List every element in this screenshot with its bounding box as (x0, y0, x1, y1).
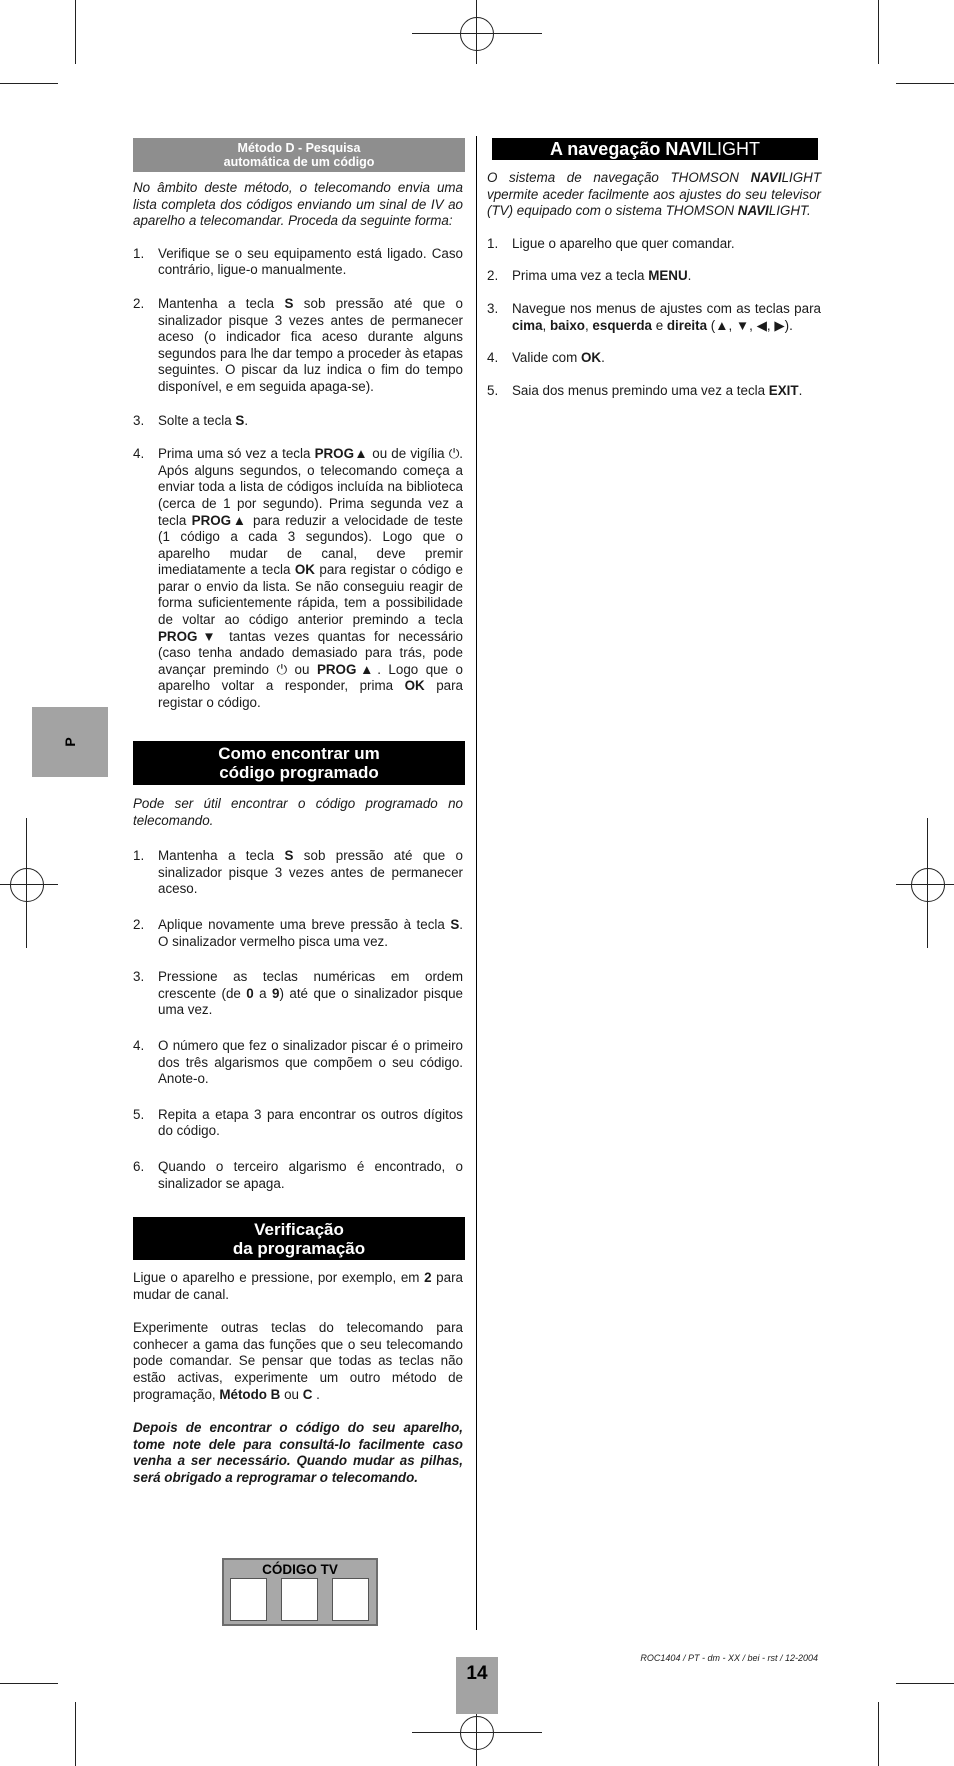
navilight-heading: A navegação NAVILIGHT (492, 138, 818, 160)
list-item: 3. Navegue nos menus de ajustes com as teclas para cima, baixo, esquerda e direita (▲, ▼, ◀, ▶). (487, 300, 821, 333)
list-item: 4. O número que fez o sinalizador piscar é o primeiro dos três algarismos que compõem o seu código. Anote-o. (133, 1037, 463, 1087)
find-code-heading (133, 741, 465, 785)
find-code-intro: Pode ser útil encontrar o código programado no telecomando. (133, 796, 463, 828)
list-item: 5. Repita a etapa 3 para encontrar os outros dígitos do código. (133, 1106, 463, 1139)
verify-warning: Depois de encontrar o código do seu aparelho, tome note dele para consultá-lo facilmente caso venha a ser necessário. Quando mudar as pilhas, será obrigado a reprogramar o telecomando. (133, 1420, 463, 1485)
method-d-heading (133, 138, 465, 172)
method-d-body (133, 180, 463, 712)
list-item: 5. Saia dos menus premindo uma vez a tecla EXIT. (487, 382, 803, 398)
heading-line: automática de um código (223, 155, 375, 169)
list-item: 1. Ligue o aparelho que quer comandar. (487, 235, 735, 251)
verify-body (133, 1270, 463, 1487)
find-code-body (133, 796, 463, 1192)
code-record-box (222, 1558, 378, 1626)
code-digit-cell (332, 1578, 369, 1621)
list-item: 3. Pressione as teclas numéricas em ordem crescente (de 0 a 9) até que o sinalizador pisque uma vez. (133, 969, 463, 1018)
list-item: 2. Aplique novamente uma breve pressão à tecla S. O sinalizador vermelho pisca uma vez. (133, 916, 463, 949)
list-item: 4. Valide com OK. (487, 350, 605, 366)
heading-line: Verificação (254, 1219, 344, 1239)
verify-heading (133, 1217, 465, 1260)
heading-line: Como encontrar um (218, 744, 380, 763)
verify-paragraph: Ligue o aparelho e pressione, por exemplo, em 2 para mudar de canal. (133, 1270, 463, 1302)
page-number: 14 (456, 1657, 498, 1714)
verify-paragraph: Experimente outras teclas do telecomando para conhecer a gama das funções que o seu telecomando pode comandar. Se pensar que todas as teclas não estão activas, experimente um outro método de programação, Método B ou C . (133, 1320, 463, 1402)
code-digit-cell (281, 1578, 318, 1621)
footer-reference: ROC1404 / PT - dm - XX / bei - rst / 12-2004 (640, 1653, 818, 1663)
list-item: 1. Verifique se o seu equipamento está ligado. Caso contrário, ligue-o manualmente. (133, 245, 463, 278)
code-box-title: CÓDIGO TV (262, 1562, 338, 1577)
list-item: 2. Prima uma vez a tecla MENU. (487, 268, 692, 284)
list-item: 4. Prima uma só vez a tecla PROG▲ ou de vigília ⏻. Após alguns segundos, o telecomando começa a enviar toda a lista de códigos incluída na biblioteca (cerca de 1 por segundo). Prima segunda vez a tecla PROG▲ para reduzir a velocidade de teste (1 código a cada 3 segundos). Logo que o aparelho mudar de canal, deve premir imediatamente a tecla OK para registar o código e parar o envio da lista. Se não conseguiu reagir de forma suficientemente rápida, tem a possibilidade de voltar ao código anterior premindo a tecla PROG▼ tantas vezes quantas for necessário (caso tenha andado demasiado para trás, pode avançar premindo ⏻ ou PROG▲. Logo que o aparelho voltar a responder, prima OK para registar o código. (133, 446, 464, 711)
heading-line: código programado (219, 763, 379, 782)
code-digit-cell (230, 1578, 267, 1621)
list-item: 2. Mantenha a tecla S sob pressão até que o sinalizador pisque 3 vezes antes de permanecer aceso (o indicador fica aceso durante alguns segundos para lhe dar tempo a proceder às etapas seguintes. O piscar da luz indica o fim do tempo disponível, e em seguida apaga-se). (133, 295, 463, 394)
language-tab-label: P (62, 737, 78, 747)
language-tab (32, 707, 108, 777)
list-item: 1. Mantenha a tecla S sob pressão até que o sinalizador pisque 3 vezes antes de permanecer aceso. (133, 848, 463, 897)
heading-line: Método D - Pesquisa (237, 141, 361, 155)
list-item: 3. Solte a tecla S. (133, 412, 249, 428)
heading-line: da programação (232, 1238, 366, 1258)
column-divider (476, 136, 477, 1630)
method-d-intro: No âmbito deste método, o telecomando envia uma lista completa dos códigos enviando um sinal de IV ao aparelho a telecomandar. Proceda da seguinte forma: (133, 180, 463, 229)
navilight-body (487, 170, 821, 399)
list-item: 6. Quando o terceiro algarismo é encontrado, o sinalizador se apaga. (133, 1158, 463, 1191)
navilight-intro: O sistema de navegação THOMSON NAVILIGHT vpermite aceder facilmente aos ajustes do seu televisor (TV) equipado com o sistema THOMSON NAVILIGHT. (487, 170, 821, 219)
